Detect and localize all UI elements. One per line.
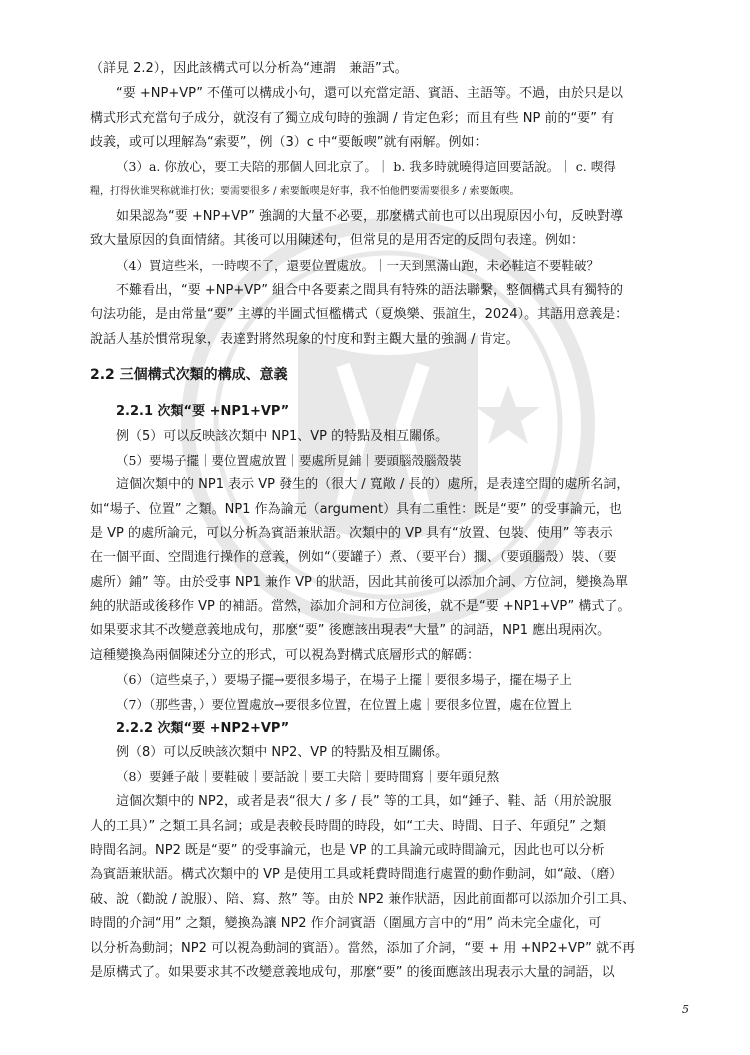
text-line: 為賓語兼狀語。構式次類中的 VP 是使用工具或耗費時間進行處置的動作動詞，如“敲、（磨） [90,867,623,882]
page-number: 5 [682,1003,689,1016]
subsection-heading: 2.2.2 次類“要 +NP2+VP” [116,721,290,736]
text-line: 歧義，或可以理解為“索要”，例（3）c 中“要飯喫”就有兩解。例如： [90,135,488,150]
text-line: 純的狀語或後移作 VP 的補語。當然，添加介詞和方位詞後，就不是“要 +NP1+VP” 構式了。 [90,599,631,614]
text-line: 人的工具）” 之類工具名詞；或是表較長時間的時段，如“工夫、時間、日子、年頭兒” 之類 [90,819,606,834]
text-line: 這個次類中的 NP2，或者是表“很大 / 多 / 長” 等的工具，如“錘子、鞋、話（用於說服 [116,794,612,809]
text-line: 以分析為動詞；NP2 可以視為動詞的賓語）。當然，添加了介詞，“要 + 用 +NP2+VP” 就不再 [90,941,635,956]
text-line: 這個次類中的 NP1 表示 VP 發生的（很大 / 寬敞 / 長的）處所，是表達空間的處所名詞， [116,477,630,492]
text-line: 如“場子、位置” 之類。NP1 作為論元（argument）具有二重性：既是“要” 的受事論元，也 [90,502,622,517]
example-line: （3）a. 你放心，要工夫陪的那個人回北京了。｜ b. 我多時就曉得這回要話說。｜ c. 喫得 [116,159,616,174]
text-line: “要 +NP+VP” 不僅可以構成小句，還可以充當定語、賓語、主語等。不過，由於只是以 [116,86,624,101]
text-line: 句法功能，是由常量“要” 主導的半圖式恒檻構式（夏煥樂、張誼生，2024）。其語用意義是： [90,307,629,322]
text-line: 這種變換為兩個陳述分立的形式，可以視為對構式底層形式的解碼： [90,648,481,663]
text-line: （詳見 2.2），因此該構式可以分析為“連謂 兼語”式。 [90,61,408,76]
subsection-heading: 2.2.1 次類“要 +NP1+VP” [116,404,290,419]
text-line: 如果要求其不改變意義地成句，那麼“要” 後應該出現表“大量” 的詞語，NP1 應出現兩次。 [90,623,611,638]
text-line: 例（8）可以反映該次類中 NP2、VP 的特點及相互關係。 [116,745,449,760]
text-line: 說話人基於慣常現象，表達對將然現象的忖度和對主觀大量的強調 / 肯定。 [90,332,519,347]
example-line: （8）要錘子敲｜要鞋破｜要話說｜要工夫陪｜要時間寫｜要年頭兒熬 [116,769,499,784]
example-line: （4）買這些米，一時喫不了，還要位置處放。｜一天到黑滿山跑，未必鞋這不要鞋破？ [116,258,599,273]
text-line: 不難看出，“要 +NP+VP” 組合中各要素之間具有特殊的語法聯繫，整個構式具有獨特的 [116,283,624,298]
text-line: 時間名詞。NP2 既是“要” 的受事論元，也是 VP 的工具論元或時間論元，因此也可以分析 [90,843,605,858]
example-line: （5）要場子擺｜要位置處放置｜要處所見鋪｜要頭腦殼腦殼裝 [116,453,462,468]
example-line: 糧，打得伙谁哭称就谁打伙；要需要很多 / 索要飯喫是好事，我不怕他們要需要很多 / 索要飯喫。 [90,186,520,197]
text-line: 處所）鋪” 等。由於受事 NP1 兼作 VP 的狀語，因此其前後可以添加介詞、方位詞，變換為單 [90,575,628,590]
text-line: 構式形式充當句子成分，就沒有了獨立成句時的強調 / 肯定色彩；而且有些 NP 前的“要” 有 [90,111,615,126]
text-line: 致大量原因的負面情緒。其後可以用陳述句，但常見的是用否定的反問句表達。例如： [90,233,585,248]
text-line: 破、說（勸說 / 說服）、陪、寫、熬” 等。由於 NP2 兼作狀語，因此前面都可以添加介引工具、 [90,892,636,907]
text-line: 時間的介詞“用” 之類，變換為讓 NP2 作介詞賓語（圍風方言中的“用” 尚未完全虛化，可 [90,916,602,931]
text-line: 例（5）可以反映該次類中 NP1、VP 的特點及相互關係。 [116,429,449,444]
example-line: （6）（這些桌子，）要場子擺→要很多場子，在場子上擺｜要很多場子，擺在場子上 [116,672,572,687]
text-line: 在一個平面、空間進行操作的意義，例如“（要罐子）煮、（要平台）擱、（要頭腦殼）裝、（要 [90,550,617,565]
text-line: 如果認為“要 +NP+VP” 強調的大量不必要，那麼構式前也可以出現原因小句，反映對導 [116,209,624,224]
text-line: 是原構式了。如果要求其不改變意義地成句，那麼“要” 的後面應該出現表示大量的詞語，以 [90,965,615,980]
section-heading: 2.2 三個構式次類的構成、意義 [90,367,288,383]
example-line: （7）（那些書，）要位置處放→要很多位置，在位置上處｜要很多位置，處在位置上 [116,697,572,712]
text-line: 是 VP 的處所論元，可以分析為賓語兼狀語。次類中的 VP 具有“放置、包裝、使用” 等表示 [90,526,613,541]
